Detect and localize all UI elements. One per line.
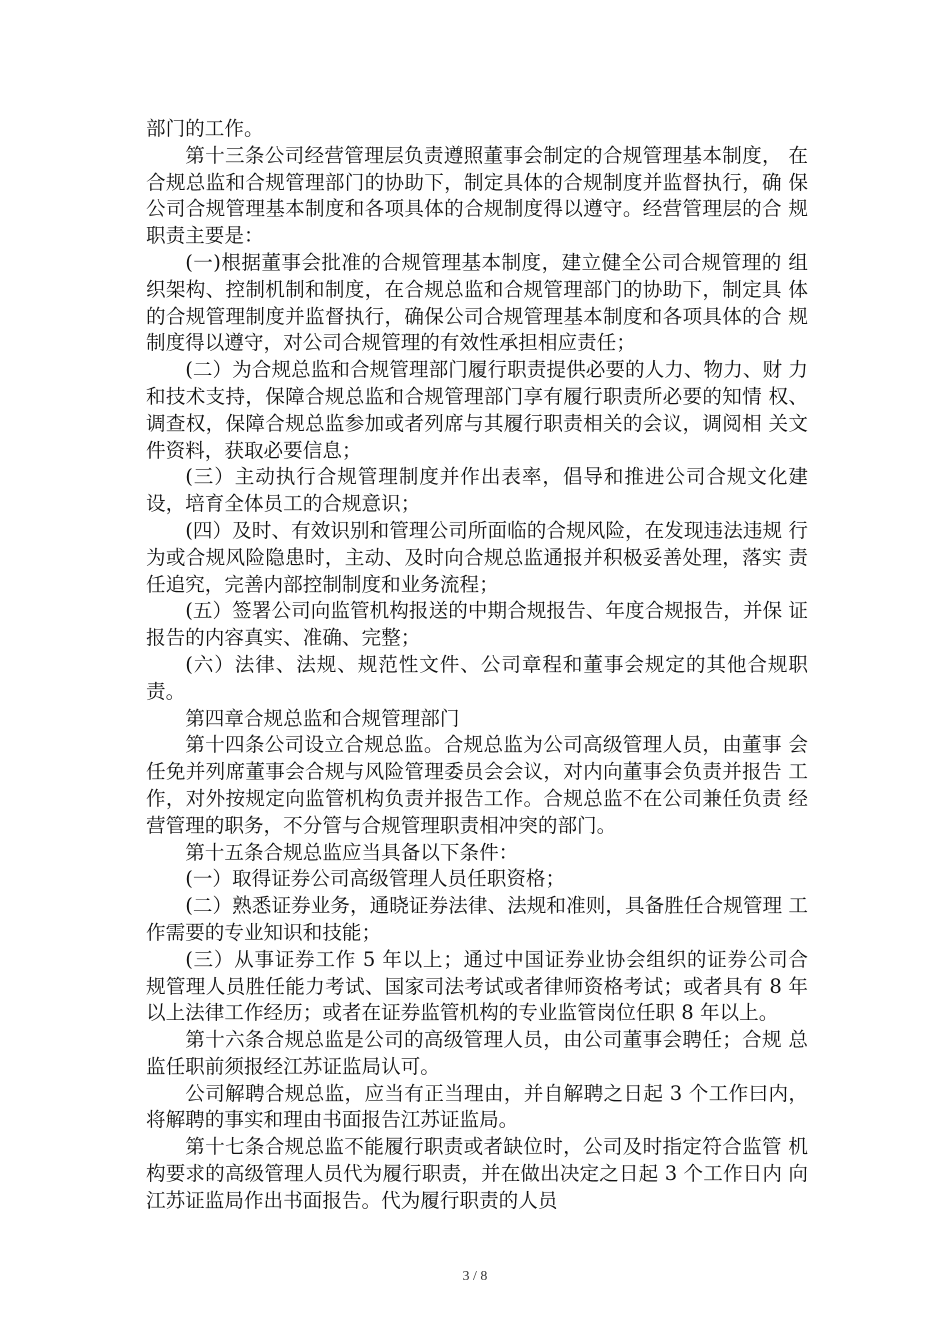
paragraph: 公司解聘合规总监，应当有正当理由，并自解聘之日起 3 个工作曰内， 将解聘的事实和理由书面报告江苏证监局。 [146,1081,808,1132]
paragraph: (二）熟悉证券业务，通晓证券法律、法规和准则，具备胜任合规管理 工作需要的专业知识和技能； [146,894,808,944]
chapter-heading: 第四章合规总监和合规管理部门 [185,706,460,730]
paragraph: (五）签署公司向监管机构报送的中期合规报告、年度合规报告，并保 证报告的内容真实、准确、完整； [146,599,808,650]
paragraph: (一）取得证券公司高级管理人员任职资格； [185,867,566,891]
paragraph: 部门的工作。 [146,117,264,140]
paragraph: (一)根据董事会批准的合规管理基本制度，建立健全公司合规管理的 组织架构、控制机制和制度，在合规总监和合规管理部门的协助下，制定具 体的合规管理制度并监督执行，确保公司合规管理基本制度和各项具体的合 规制度得以遵守，对公司合规管理的有效性承担相应责任； [146,250,808,355]
paragraph: (二）为合规总监和合规管理部门履行职责提供必要的人力、物力、财 力和技术支持，保障合规总监和合规管理部门享有履行职责所必要的知情 权、调查权，保障合规总监参加或者列席与其履行职责相关的会议，调阅相 关文件资料，获取必要信息； [146,358,808,462]
paragraph: 第十七条合规总监不能履行职责或者缺位时，公司及时指定符合监管 机构要求的高级管理人员代为履行职责，并在做出决定之日起 3 个工作日内 向江苏证监局作出书面报告。代为履行职责的人员 [146,1135,808,1212]
paragraph: (三）主动执行合规管理制度并作出表率，倡导和推进公司合规文化建 设，培育全体员工的合规意识； [146,465,808,516]
paragraph: 第十四条公司设立合规总监。合规总监为公司高级管理人员，由董事 会任免并列席董事会合规与风险管理委员会会议，对内向董事会负责并报告 工作，对外按规定向监管机构负责并报告工作。合规总监不在公司兼任负责 经营管理的职务，不分管与合规管理职责相冲突的部门。 [146,733,808,837]
document-body [146,116,808,1215]
paragraph: (六）法律、法规、规范性文件、公司章程和董事会规定的其他合规职责。 [146,652,808,703]
paragraph: (四）及时、有效识别和管理公司所面临的合规风险，在发现违法违规 行为或合规风险隐患时，主动、及时向合规总监通报并积极妥善处理，落实 责任追究，完善内部控制制度和业务流程； [146,518,808,596]
paragraph: 第十三条公司经营管理层负责遵照董事会制定的合规管理基本制度， 在合规总监和合规管理部门的协助下，制定具体的合规制度并监督执行，确 保公司合规管理基本制度和各项具体的合规制度得以遵守。经营管理层的合 规职责主要是： [146,143,808,248]
paragraph: 第十五条合规总监应当具备以下条件： [185,840,519,864]
page-number: 3 / 8 [462,1269,488,1284]
paragraph: (三）从事证券工作 5 年以上；通过中国证券业协会组织的证券公司合 规管理人员胜任能力考试、国家司法考试或者律师资格考试；或者具有 8 年 以上法律工作经历；或者在证券监管机构的专业监管岗位任职 8 年以上。 [146,947,808,1025]
paragraph: 第十六条合规总监是公司的高级管理人员，由公司董事会聘任；合规 总监任职前须报经江苏证监局认可。 [146,1028,808,1078]
